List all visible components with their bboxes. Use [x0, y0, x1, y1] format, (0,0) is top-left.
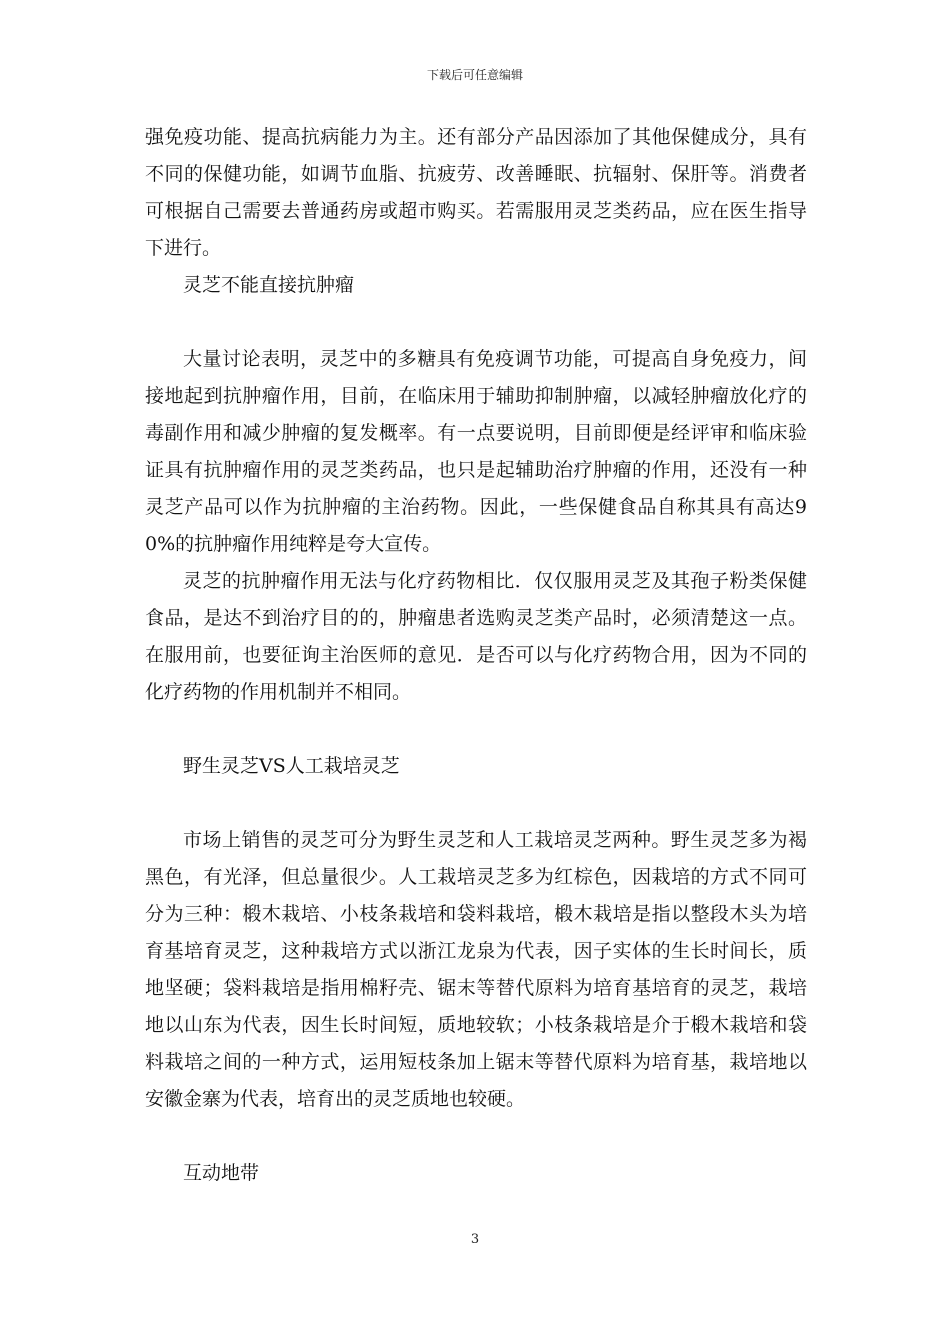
paragraph-chemotherapy-comparison: 灵芝的抗肿瘤作用无法与化疗药物相比．仅仅服用灵芝及其孢子粉类保健食品，是达不到治疗目的的，肿瘤患者选购灵芝类产品时，必须清楚这一点。在服用前，也要征询主治医师的意见．是否可以与化疗药物合用，因为不同的化疗药物的作用机制并不相同。 [145, 570, 807, 703]
paragraph-polysaccharide-research: 大量讨论表明，灵芝中的多糖具有免疫调节功能，可提高自身免疫力，间接地起到抗肿瘤作用，目前，在临床用于辅助抑制肿瘤，以减轻肿瘤放化疗的毒副作用和减少肿瘤的复发概率。有一点要说明，目前即便是经评审和临床验证具有抗肿瘤作用的灵芝类药品，也只是起辅助治疗肿瘤的作用，还没有一种灵芝产品可以作为抗肿瘤的主治药物。因此，一些保健食品自称其具有高达90%的抗肿瘤作用纯粹是夸大宣传。 [145, 348, 807, 555]
spacer [145, 785, 807, 822]
paragraph-cultivation-methods: 市场上销售的灵芝可分为野生灵芝和人工栽培灵芝两种。野生灵芝多为褐黑色，有光泽，但总量很少。人工栽培灵芝多为红棕色，因栽培的方式不同可分为三种：椴木栽培、小枝条栽培和袋料栽培，椴木栽培是指以整段木头为培育基培育灵芝，这种栽培方式以浙江龙泉为代表，因子实体的生长时间长，质地坚硬；袋料栽培是指用棉籽壳、锯末等替代原料为培育基培育的灵芝，栽培地以山东为代表，因生长时间短，质地较软；小枝条栽培是介于椴木栽培和袋料栽培之间的一种方式，运用短枝条加上锯末等替代原料为培育基，栽培地以安徽金寨为代表，培育出的灵芝质地也较硬。 [145, 829, 807, 1110]
document-body [145, 119, 807, 1192]
page-number: 3 [470, 1232, 480, 1247]
section-heading-wild-vs-cultivated: 野生灵芝VS人工栽培灵芝 [183, 755, 400, 777]
section-heading-interaction: 互动地带 [183, 1162, 260, 1184]
spacer [145, 304, 807, 341]
paragraph-immune-function: 强免疫功能、提高抗病能力为主。还有部分产品因添加了其他保健成分，具有不同的保健功能，如调节血脂、抗疲劳、改善睡眠、抗辐射、保肝等。消费者可根据自己需要去普通药房或超市购买。若需服用灵芝类药品，应在医生指导下进行。 [145, 126, 807, 259]
spacer [145, 711, 807, 748]
spacer [145, 1118, 807, 1155]
page-header: 下载后可任意编辑 [426, 68, 523, 82]
section-heading-antitumor: 灵芝不能直接抗肿瘤 [183, 274, 355, 296]
